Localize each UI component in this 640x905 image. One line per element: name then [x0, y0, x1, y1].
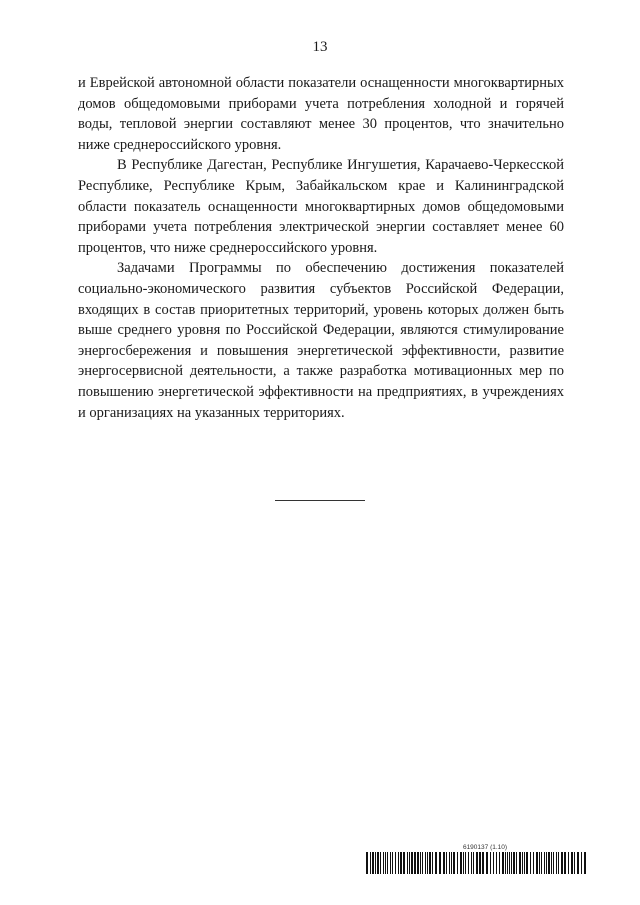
body-text — [78, 73, 564, 423]
document-code: 6190137 (1.10) — [462, 844, 508, 851]
end-divider — [275, 500, 365, 501]
page-number: 13 — [312, 39, 328, 55]
barcode-icon — [366, 852, 590, 874]
paragraph-2: В Республике Дагестан, Республике Ингушетия, Карачаево-Черкесской Республике, Республике Крым, Забайкальском крае и Калининградской области показатель оснащенности многоквартирных домов общедомовыми приборами учета потребления электрической энергии составляет менее 60 процентов, что ниже среднероссийского уровня. — [78, 157, 564, 256]
paragraph-1: и Еврейской автономной области показатели оснащенности многоквартирных домов общедомовыми приборами учета потребления холодной и горячей воды, тепловой энергии составляют менее 30 процентов, что значительно ниже среднероссийского уровня. — [78, 75, 564, 153]
paragraph-3: Задачами Программы по обеспечению достижения показателей социально-экономического развития субъектов Российской Федерации, входящих в состав приоритетных территорий, уровень которых должен быть выше среднего уровня по Российской Федерации, являются стимулирование энергосбережения и повышения энергетической эффективности, развитие энергосервисной деятельности, а также разработка мотивационных мер по повышению энергетической эффективности на предприятиях, в учреждениях и организациях на указанных территориях. — [78, 260, 564, 421]
